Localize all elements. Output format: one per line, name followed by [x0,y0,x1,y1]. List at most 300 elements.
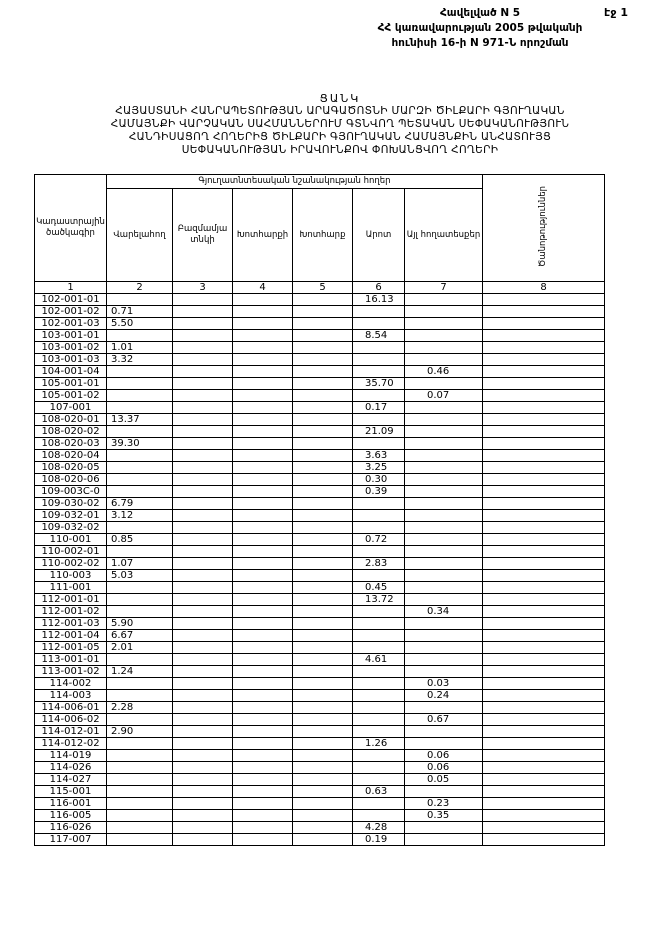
cadastral-code-cell: 110-003 [35,570,107,582]
pasture-cell [293,726,353,738]
table-row [35,738,605,750]
perennial-cell [173,798,233,810]
other-land-cell [405,654,483,666]
other-land-cell: 0.23 [405,798,483,810]
cadastral-code-cell: 114-002 [35,678,107,690]
table-row [35,354,605,366]
grazing-cell [353,522,405,534]
perennial-cell [173,750,233,762]
hayfield-cell [233,690,293,702]
perennial-cell [173,618,233,630]
perennial-cell [173,786,233,798]
pasture-cell [293,450,353,462]
pasture-cell [293,630,353,642]
cadastral-code-cell: 112-001-04 [35,630,107,642]
cadastral-code-cell: 107-001 [35,402,107,414]
notes-cell [483,342,605,354]
perennial-cell [173,354,233,366]
table-row [35,426,605,438]
arable-cell: 6.67 [107,630,173,642]
hayfield-cell [233,426,293,438]
cadastral-code-cell: 109-003C-0 [35,486,107,498]
cadastral-code-cell: 104-001-04 [35,366,107,378]
arable-cell [107,390,173,402]
table-row [35,486,605,498]
notes-cell [483,402,605,414]
grazing-cell [353,666,405,678]
perennial-cell [173,822,233,834]
other-land-cell: 0.46 [405,366,483,378]
arable-cell [107,750,173,762]
cadastral-code-cell: 108-020-06 [35,474,107,486]
perennial-cell [173,810,233,822]
title-line: ՀԱՄԱՅՆՔԻ ՎԱՐՉԱԿԱՆ ՍԱՀՄԱՆՆԵՐՈՒՄ ԳՏՆՎՈՂ ՊԵՏԱԿԱՆ ՍԵՓԱԿԱՆՈՒԹՅՈՒՆ [110,118,570,130]
perennial-cell [173,294,233,306]
perennial-cell [173,330,233,342]
grazing-cell: 0.72 [353,534,405,546]
hayfield-cell [233,546,293,558]
pasture-cell [293,834,353,846]
grazing-cell [353,678,405,690]
column-number: 7 [405,282,483,294]
pasture-cell [293,750,353,762]
hayfield-cell [233,750,293,762]
title-line: ՍԵՓԱԿԱՆՈՒԹՅԱՆ ԻՐԱՎՈՒՆՔՈՎ ՓՈԽԱՆՑՎՈՂ ՀՈՂԵՐԻ [181,144,499,156]
table-row [35,642,605,654]
table-row [35,714,605,726]
cadastral-code-cell: 110-001 [35,534,107,546]
perennial-cell [173,714,233,726]
arable-cell: 3.12 [107,510,173,522]
table-row [35,822,605,834]
arable-cell [107,654,173,666]
grazing-cell: 0.39 [353,486,405,498]
title-word: ՑԱՆԿ [319,92,361,105]
hayfield-cell [233,462,293,474]
arable-cell [107,786,173,798]
arable-cell: 5.03 [107,570,173,582]
hayfield-cell [233,762,293,774]
pasture-cell [293,522,353,534]
arable-cell: 2.90 [107,726,173,738]
cadastral-code-cell: 105-001-01 [35,378,107,390]
arable-cell: 0.85 [107,534,173,546]
notes-cell [483,486,605,498]
pasture-cell [293,558,353,570]
pasture-cell [293,714,353,726]
table-row [35,702,605,714]
hayfield-cell [233,594,293,606]
notes-cell [483,318,605,330]
other-land-cell [405,486,483,498]
notes-cell [483,462,605,474]
perennial-cell [173,690,233,702]
pasture-cell [293,690,353,702]
pasture-cell [293,702,353,714]
cadastral-code-cell: 116-001 [35,798,107,810]
header-other-land: Այլ հողատեսքեր [405,189,483,282]
perennial-cell [173,678,233,690]
arable-cell: 0.71 [107,306,173,318]
notes-cell [483,606,605,618]
arable-cell: 2.01 [107,642,173,654]
table-row [35,762,605,774]
hayfield-cell [233,810,293,822]
pasture-cell [293,606,353,618]
pasture-cell [293,774,353,786]
title-line: ՀԱՆԴԻՍԱՑՈՂ ՀՈՂԵՐԻՑ ԾԻԼՔԱՐԻ ԳՅՈՒՂԱԿԱՆ ՀԱՄԱՅՆՔԻՆ ԱՆՀԱՏՈՒՅՑ [128,131,552,143]
cadastral-code-cell: 114-012-02 [35,738,107,750]
table-row [35,450,605,462]
other-land-cell [405,594,483,606]
arable-cell [107,690,173,702]
perennial-cell [173,666,233,678]
pasture-cell [293,654,353,666]
hayfield-cell [233,798,293,810]
pasture-cell [293,762,353,774]
other-land-cell [405,462,483,474]
grazing-cell [353,630,405,642]
arable-cell: 6.79 [107,498,173,510]
perennial-cell [173,414,233,426]
notes-cell [483,834,605,846]
perennial-cell [173,774,233,786]
notes-cell [483,798,605,810]
arable-cell [107,294,173,306]
hayfield-cell [233,402,293,414]
column-number: 4 [233,282,293,294]
table-row [35,774,605,786]
arable-cell: 5.90 [107,618,173,630]
notes-cell [483,714,605,726]
pasture-cell [293,546,353,558]
other-land-cell: 0.05 [405,774,483,786]
perennial-cell [173,630,233,642]
arable-cell [107,522,173,534]
hayfield-cell [233,486,293,498]
grazing-cell [353,726,405,738]
notes-cell [483,426,605,438]
grazing-cell: 13.72 [353,594,405,606]
header-line: ՀՀ կառավարության 2005 թվականի [377,22,583,34]
arable-cell [107,486,173,498]
header-agricultural-group: Գյուղատնտեսական նշանակության հողեր [107,175,483,189]
notes-cell [483,618,605,630]
pasture-cell [293,666,353,678]
other-land-cell [405,522,483,534]
grazing-cell [353,510,405,522]
other-land-cell [405,510,483,522]
cadastral-code-cell: 109-032-01 [35,510,107,522]
notes-cell [483,498,605,510]
other-land-cell [405,450,483,462]
notes-cell [483,666,605,678]
arable-cell [107,474,173,486]
other-land-cell [405,738,483,750]
table-row [35,342,605,354]
table-row [35,546,605,558]
other-land-cell [405,306,483,318]
hayfield-cell [233,438,293,450]
arable-cell [107,582,173,594]
document-header [330,6,630,51]
land-table [34,174,605,846]
notes-cell [483,822,605,834]
arable-cell [107,606,173,618]
hayfield-cell [233,558,293,570]
cadastral-code-cell: 102-001-03 [35,318,107,330]
table-row [35,366,605,378]
perennial-cell [173,510,233,522]
arable-cell [107,678,173,690]
arable-cell [107,426,173,438]
hayfield-cell [233,654,293,666]
table-row [35,726,605,738]
perennial-cell [173,582,233,594]
table-row [35,582,605,594]
grazing-cell: 3.63 [353,450,405,462]
hayfield-cell [233,726,293,738]
pasture-cell [293,486,353,498]
grazing-cell [353,306,405,318]
grazing-cell: 35.70 [353,378,405,390]
notes-cell [483,702,605,714]
table-row [35,402,605,414]
grazing-cell [353,642,405,654]
table-row [35,474,605,486]
other-land-cell [405,822,483,834]
cadastral-code-cell: 110-002-01 [35,546,107,558]
cadastral-code-cell: 108-020-05 [35,462,107,474]
column-number: 6 [353,282,405,294]
other-land-cell [405,438,483,450]
cadastral-code-cell: 114-006-02 [35,714,107,726]
pasture-cell [293,642,353,654]
other-land-cell [405,378,483,390]
pasture-cell [293,510,353,522]
table-row [35,594,605,606]
cadastral-code-cell: 108-020-02 [35,426,107,438]
column-number-row [35,282,605,294]
cadastral-code-cell: 112-001-05 [35,642,107,654]
pasture-cell [293,306,353,318]
table-row [35,498,605,510]
pasture-cell [293,366,353,378]
hayfield-cell [233,642,293,654]
grazing-cell [353,414,405,426]
perennial-cell [173,450,233,462]
hayfield-cell [233,450,293,462]
hayfield-cell [233,738,293,750]
perennial-cell [173,366,233,378]
arable-cell [107,450,173,462]
hayfield-cell [233,330,293,342]
cadastral-code-cell: 103-001-02 [35,342,107,354]
hayfield-cell [233,618,293,630]
other-land-cell: 0.07 [405,390,483,402]
cadastral-code-cell: 103-001-01 [35,330,107,342]
grazing-cell [353,366,405,378]
grazing-cell [353,438,405,450]
page-number: էջ 1 [604,6,628,19]
arable-cell: 3.32 [107,354,173,366]
grazing-cell [353,318,405,330]
grazing-cell: 0.17 [353,402,405,414]
table-row [35,558,605,570]
table-row [35,522,605,534]
grazing-cell: 4.28 [353,822,405,834]
notes-cell [483,354,605,366]
cadastral-code-cell: 108-020-03 [35,438,107,450]
cadastral-code-cell: 109-032-02 [35,522,107,534]
cadastral-code-cell: 108-020-04 [35,450,107,462]
arable-cell [107,798,173,810]
perennial-cell [173,318,233,330]
document-title [60,92,620,157]
pasture-cell [293,570,353,582]
header-line: հունիսի 16-ի N 971-Ն որոշման [391,37,569,49]
pasture-cell [293,414,353,426]
notes-cell [483,450,605,462]
pasture-cell [293,678,353,690]
cadastral-code-cell: 116-026 [35,822,107,834]
hayfield-cell [233,834,293,846]
notes-cell [483,546,605,558]
perennial-cell [173,738,233,750]
perennial-cell [173,834,233,846]
pasture-cell [293,426,353,438]
other-land-cell [405,414,483,426]
pasture-cell [293,738,353,750]
hayfield-cell [233,582,293,594]
table-row [35,810,605,822]
perennial-cell [173,378,233,390]
header-notes-label: Ծանոթություններ [538,185,548,267]
table-row [35,786,605,798]
perennial-cell [173,522,233,534]
column-number: 2 [107,282,173,294]
notes-cell [483,558,605,570]
hayfield-cell [233,366,293,378]
table-row [35,798,605,810]
grazing-cell [353,798,405,810]
grazing-cell: 16.13 [353,294,405,306]
notes-cell [483,630,605,642]
grazing-cell [353,702,405,714]
other-land-cell [405,618,483,630]
hayfield-cell [233,522,293,534]
arable-cell: 39.30 [107,438,173,450]
other-land-cell [405,426,483,438]
notes-cell [483,438,605,450]
notes-cell [483,534,605,546]
cadastral-code-cell: 114-019 [35,750,107,762]
other-land-cell [405,546,483,558]
cadastral-code-cell: 114-003 [35,690,107,702]
cadastral-code-cell: 117-007 [35,834,107,846]
perennial-cell [173,726,233,738]
other-land-cell: 0.24 [405,690,483,702]
other-land-cell [405,642,483,654]
perennial-cell [173,306,233,318]
other-land-cell [405,342,483,354]
arable-cell [107,402,173,414]
hayfield-cell [233,474,293,486]
notes-cell [483,750,605,762]
other-land-cell [405,582,483,594]
hayfield-cell [233,306,293,318]
perennial-cell [173,642,233,654]
arable-cell [107,366,173,378]
other-land-cell [405,402,483,414]
cadastral-code-cell: 111-001 [35,582,107,594]
arable-cell [107,462,173,474]
hayfield-cell [233,534,293,546]
column-number: 1 [35,282,107,294]
hayfield-cell [233,666,293,678]
notes-cell [483,774,605,786]
notes-cell [483,726,605,738]
arable-cell: 1.01 [107,342,173,354]
other-land-cell [405,474,483,486]
hayfield-cell [233,342,293,354]
table-row [35,630,605,642]
header-pasture: Խոտհարք [293,189,353,282]
hayfield-cell [233,510,293,522]
notes-cell [483,642,605,654]
grazing-cell: 8.54 [353,330,405,342]
pasture-cell [293,594,353,606]
notes-cell [483,510,605,522]
table-row [35,534,605,546]
notes-cell [483,582,605,594]
header-notes [483,175,605,282]
table-row [35,330,605,342]
grazing-cell [353,774,405,786]
perennial-cell [173,594,233,606]
arable-cell [107,714,173,726]
notes-cell [483,306,605,318]
hayfield-cell [233,714,293,726]
table-row [35,414,605,426]
perennial-cell [173,702,233,714]
pasture-cell [293,462,353,474]
notes-cell [483,810,605,822]
hayfield-cell [233,678,293,690]
grazing-cell [353,750,405,762]
arable-cell: 5.50 [107,318,173,330]
grazing-cell [353,618,405,630]
header-grazing: Արոտ [353,189,405,282]
arable-cell [107,546,173,558]
grazing-cell [353,546,405,558]
arable-cell [107,330,173,342]
header-cadastral-code: Կադաստրային ծածկագիր [35,175,107,282]
grazing-cell: 2.83 [353,558,405,570]
perennial-cell [173,606,233,618]
table-row [35,570,605,582]
column-number: 5 [293,282,353,294]
perennial-cell [173,762,233,774]
table-row [35,654,605,666]
perennial-cell [173,486,233,498]
cadastral-code-cell: 102-001-01 [35,294,107,306]
cadastral-code-cell: 116-005 [35,810,107,822]
arable-cell [107,378,173,390]
pasture-cell [293,618,353,630]
grazing-cell: 0.45 [353,582,405,594]
grazing-cell: 4.61 [353,654,405,666]
